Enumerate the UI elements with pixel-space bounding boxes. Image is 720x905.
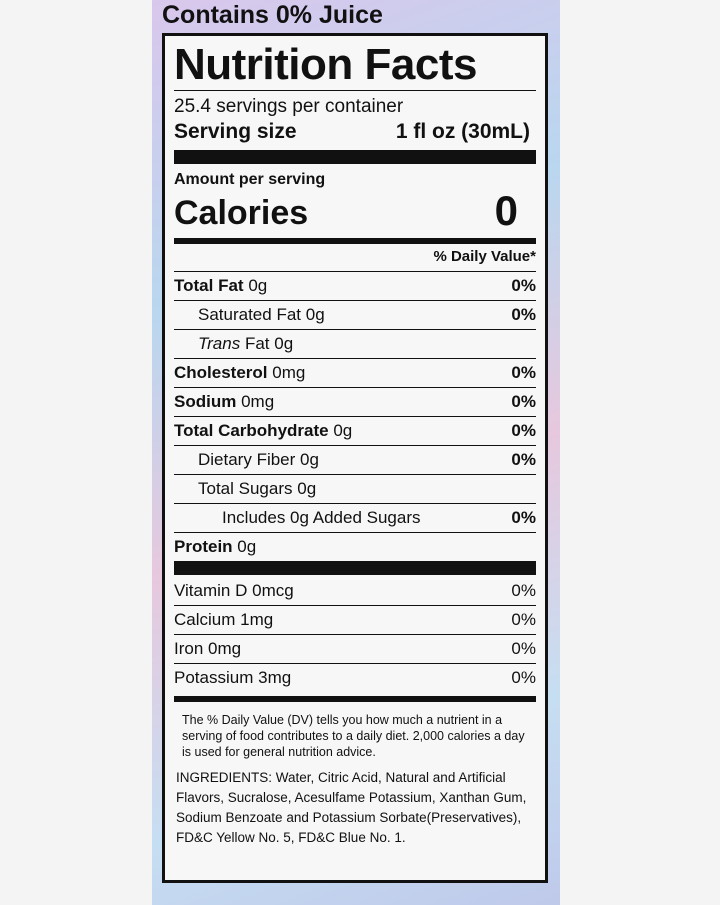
vitamin-dv: 0% (511, 639, 536, 658)
nutrient-name: Dietary Fiber (198, 450, 296, 469)
vitamin-name: Iron (174, 639, 204, 658)
nutrient-dv: 0% (511, 508, 536, 527)
panel-title: Nutrition Facts (174, 40, 477, 89)
nutrient-name: Protein (174, 537, 233, 556)
vitamin-row-potassium (174, 664, 536, 692)
nutrient-amount: 0mg (241, 392, 275, 411)
nutrient-amount: 0g (305, 305, 325, 324)
nutrient-name: Total Carbohydrate (174, 421, 329, 440)
daily-value-header: % Daily Value* (433, 248, 536, 265)
nutrient-name: Trans (198, 334, 241, 353)
nutrient-dv: 0% (511, 392, 536, 411)
nutrient-name: Total Fat (174, 276, 244, 295)
nutrient-row-added-sugars (174, 504, 536, 533)
nutrient-amount: 0g (237, 537, 257, 556)
divider (174, 90, 536, 91)
nutrient-row-saturated-fat (174, 301, 536, 330)
thick-divider (174, 150, 536, 164)
nutrient-row-trans-fat (174, 330, 536, 359)
nutrient-amount: 0g (300, 450, 319, 469)
nutrition-facts-panel (162, 33, 548, 883)
nutrient-row-dietary-fiber (174, 446, 536, 475)
amount-per-serving: Amount per serving (174, 171, 326, 188)
nutrient-amount: 0mg (272, 363, 306, 382)
nutrient-dv: 0% (511, 363, 536, 382)
nutrient-row-total-carbohydrate (174, 417, 536, 446)
vitamin-row-calcium (174, 606, 536, 635)
vitamin-row-iron (174, 635, 536, 664)
vitamin-row-vitamin-d (174, 577, 536, 606)
calories-value: 0 (494, 187, 518, 234)
servings-per-container: 25.4 servings per container (174, 96, 404, 117)
nutrient-row-total-sugars (174, 475, 536, 504)
nutrient-name: Includes 0g Added Sugars (222, 508, 421, 527)
serving-size-value: 1 fl oz (30mL) (395, 120, 530, 143)
nutrient-amount: 0g (333, 421, 353, 440)
vitamin-name: Vitamin D (174, 581, 248, 600)
nutrient-name: Sodium (174, 392, 237, 411)
nutrient-dv: 0% (511, 421, 536, 440)
nutrient-dv: 0% (511, 450, 536, 469)
daily-value-footnote: The % Daily Value (DV) tells you how much a nutrient in a serving of food contributes to a daily diet. 2,000 calories a day is used for general nutrition advice. (182, 713, 525, 759)
juice-content-statement: Contains 0% Juice (162, 1, 383, 29)
vitamin-dv: 0% (511, 610, 536, 629)
nutrient-dv: 0% (511, 305, 536, 324)
serving-size-label: Serving size (174, 120, 297, 143)
nutrient-row-total-fat (174, 272, 536, 301)
nutrient-dv: 0% (511, 276, 536, 295)
thick-divider (174, 561, 536, 575)
nutrient-row-cholesterol (174, 359, 536, 388)
vitamin-dv: 0% (511, 581, 536, 600)
vitamin-amount: 3mg (258, 668, 292, 687)
nutrient-name: Saturated Fat (198, 305, 302, 324)
vitamin-amount: 0mg (208, 639, 242, 658)
ingredients-list: INGREDIENTS: Water, Citric Acid, Natural and Artificial Flavors, Sucralose, Acesulfame Potassium, Xanthan Gum, Sodium Benzoate and Potassium Sorbate(Preservatives), FD&C Yellow No. 5, FD&C Blue No. 1. (176, 770, 527, 845)
nutrient-amount: 0g (297, 479, 317, 498)
vitamin-amount: 0mcg (252, 581, 294, 600)
serving-size-row (174, 119, 536, 145)
vitamin-name: Potassium (174, 668, 254, 687)
vitamin-name: Calcium (174, 610, 236, 629)
nutrient-name: Cholesterol (174, 363, 268, 382)
nutrient-name: Total Sugars (198, 479, 293, 498)
nutrient-row-protein (174, 533, 536, 561)
nutrient-row-sodium (174, 388, 536, 417)
vitamin-dv: 0% (511, 668, 536, 687)
vitamin-amount: 1mg (240, 610, 274, 629)
nutrient-name-rest: Fat (244, 334, 270, 353)
nutrient-amount: 0g (248, 276, 268, 295)
nutrient-amount: 0g (274, 334, 294, 353)
calories-label: Calories (174, 194, 309, 232)
calories-row (174, 187, 536, 234)
